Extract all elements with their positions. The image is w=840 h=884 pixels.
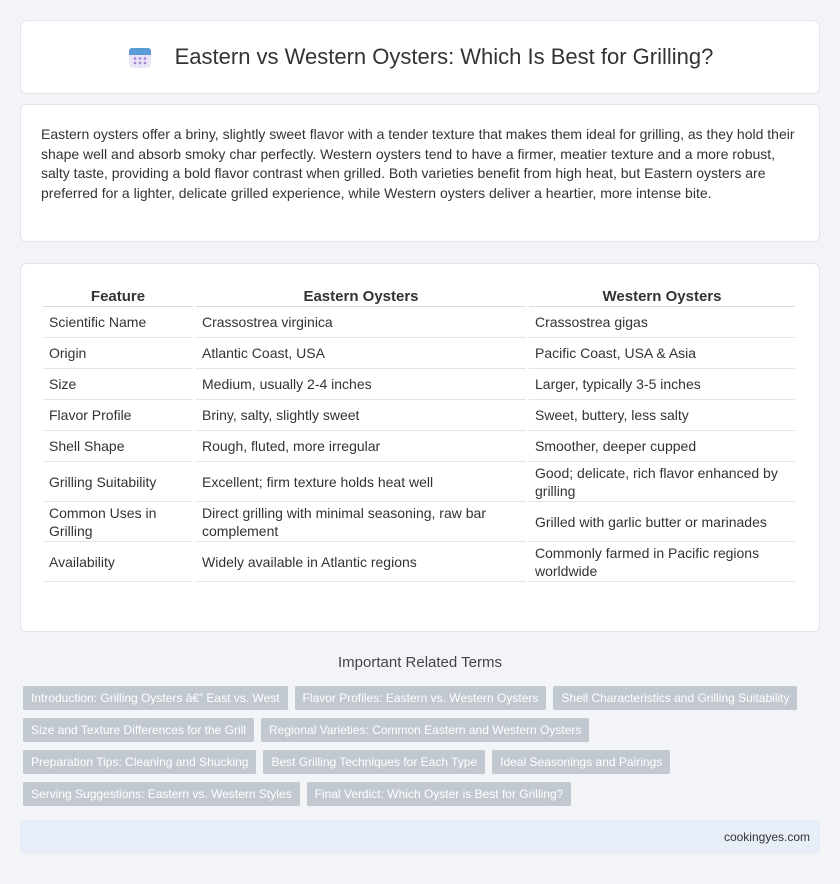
table-cell: Origin (43, 338, 193, 369)
table-cell: Shell Shape (43, 431, 193, 462)
table-row (43, 462, 795, 502)
table-cell: Common Uses in Grilling (43, 502, 193, 542)
table-cell: Rough, fluted, more irregular (196, 431, 526, 462)
table-cell: Good; delicate, rich flavor enhanced by grilling (529, 462, 795, 502)
header-eastern: Eastern Oysters (196, 284, 526, 307)
table-cell: Briny, salty, slightly sweet (196, 400, 526, 431)
comparison-table (40, 284, 798, 582)
intro-card (20, 104, 820, 242)
table-cell: Larger, typically 3-5 inches (529, 369, 795, 400)
comparison-card (20, 263, 820, 632)
related-term-tag[interactable]: Introduction: Grilling Oysters â€” East vs. West (23, 686, 288, 710)
calendar-icon (127, 44, 153, 70)
related-term-tag[interactable]: Size and Texture Differences for the Grill (23, 718, 254, 742)
footer (20, 820, 820, 854)
table-cell: Commonly farmed in Pacific regions worldwide (529, 542, 795, 582)
table-row (43, 431, 795, 462)
table-cell: Atlantic Coast, USA (196, 338, 526, 369)
related-term-tag[interactable]: Shell Characteristics and Grilling Suitability (553, 686, 797, 710)
table-cell: Grilled with garlic butter or marinades (529, 502, 795, 542)
table-header-row (43, 284, 795, 307)
related-term-tag[interactable]: Ideal Seasonings and Pairings (492, 750, 670, 774)
site-name[interactable]: cookingyes.com (723, 830, 810, 844)
table-cell: Flavor Profile (43, 400, 193, 431)
related-term-tag[interactable]: Best Grilling Techniques for Each Type (263, 750, 485, 774)
table-cell: Size (43, 369, 193, 400)
page-title: Eastern vs Western Oysters: Which Is Best for Grilling? (174, 44, 714, 69)
table-cell: Scientific Name (43, 307, 193, 338)
table-cell: Pacific Coast, USA & Asia (529, 338, 795, 369)
table-cell: Medium, usually 2-4 inches (196, 369, 526, 400)
table-row (43, 369, 795, 400)
related-term-tag[interactable]: Preparation Tips: Cleaning and Shucking (23, 750, 256, 774)
page-header (20, 20, 820, 94)
table-row (43, 502, 795, 542)
table-row (43, 338, 795, 369)
related-term-tag[interactable]: Final Verdict: Which Oyster is Best for Grilling? (307, 782, 572, 806)
intro-text: Eastern oysters offer a briny, slightly sweet flavor with a tender texture that makes them ideal for grilling, as they hold their shape well and absorb smoky char perfectly. Western oysters tend to have a firmer, meatier texture and a more robust, salty taste, providing a bold flavor contrast when grilled. Both varieties benefit from high heat, but Eastern oysters are preferred for a lighter, delicate grilled experience, while Western oysters deliver a heartier, more intense bite. (41, 126, 795, 201)
table-row (43, 400, 795, 431)
table-cell: Widely available in Atlantic regions (196, 542, 526, 582)
related-term-tag[interactable]: Flavor Profiles: Eastern vs. Western Oysters (295, 686, 547, 710)
related-term-tag[interactable]: Regional Varieties: Common Eastern and Western Oysters (261, 718, 589, 742)
table-cell: Smoother, deeper cupped (529, 431, 795, 462)
table-row (43, 307, 795, 338)
table-cell: Grilling Suitability (43, 462, 193, 502)
related-term-tag[interactable]: Serving Suggestions: Eastern vs. Western Styles (23, 782, 300, 806)
header-feature: Feature (43, 284, 193, 307)
header-western: Western Oysters (529, 284, 795, 307)
table-row (43, 542, 795, 582)
table-cell: Crassostrea gigas (529, 307, 795, 338)
table-cell: Crassostrea virginica (196, 307, 526, 338)
related-terms-title: Important Related Terms (338, 654, 502, 671)
table-cell: Direct grilling with minimal seasoning, raw bar complement (196, 502, 526, 542)
table-cell: Availability (43, 542, 193, 582)
related-terms-list (23, 686, 823, 814)
table-cell: Sweet, buttery, less salty (529, 400, 795, 431)
table-cell: Excellent; firm texture holds heat well (196, 462, 526, 502)
